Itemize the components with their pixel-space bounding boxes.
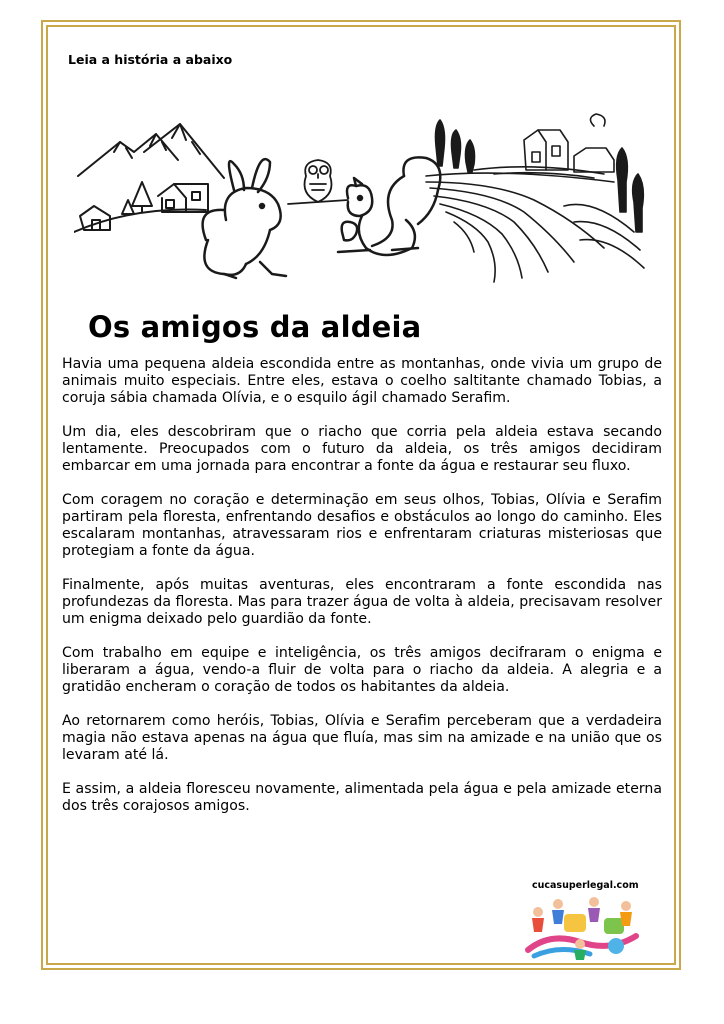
story-paragraph: Com trabalho em equipe e inteligência, os três amigos decifraram o enigma e liberaram a água, vendo-a fluir de volta para o riacho da aldeia. A alegria e a gratidão encheram o coração de todos os habitantes da aldeia. xyxy=(62,645,662,695)
children-playing-icon xyxy=(520,892,642,962)
mountains-village-icon xyxy=(74,124,224,232)
story-paragraph: E assim, a aldeia floresceu novamente, alimentada pela água e pela amizade eterna dos três corajosos amigos. xyxy=(62,781,662,814)
story-paragraph: Ao retornarem como heróis, Tobias, Olívia e Serafim perceberam que a verdadeira magia não estava apenas na água que fluía, mas sim na amizade e na união que os levaram até lá. xyxy=(62,713,662,763)
instruction-label: Leia a história a abaixo xyxy=(68,52,233,67)
rabbit-icon xyxy=(203,159,286,278)
source-credit: cucasuperlegal.com xyxy=(532,880,639,891)
story-body xyxy=(62,356,662,832)
story-paragraph: Um dia, eles descobriram que o riacho que corria pela aldeia estava secando lentamente. Preocupados com o futuro da aldeia, os três amigos decidiram embarcar em uma jornada para encontrar a fonte da água e restaurar seu fluxo. xyxy=(62,424,662,474)
story-paragraph: Finalmente, após muitas aventuras, eles encontraram a fonte escondida nas profundezas da floresta. Mas para trazer água de volta à aldeia, precisavam resolver um enigma deixado pelo guardião da fonte. xyxy=(62,577,662,627)
story-illustration xyxy=(74,112,650,294)
owl-icon xyxy=(288,160,348,204)
story-title: Os amigos da aldeia xyxy=(88,310,422,344)
squirrel-icon xyxy=(338,157,440,255)
story-paragraph: Havia uma pequena aldeia escondida entre as montanhas, onde vivia um grupo de animais muito especiais. Entre eles, estava o coelho saltitante chamado Tobias, a coruja sábia chamada Olívia, e o esquilo ágil chamado Serafim. xyxy=(62,356,662,406)
countryside-fields-icon xyxy=(426,114,644,282)
story-paragraph: Com coragem no coração e determinação em seus olhos, Tobias, Olívia e Serafim partiram pela floresta, enfrentando desafios e obstáculos ao longo do caminho. Eles escalaram montanhas, atravessaram rios e enfrentaram criaturas misteriosas que protegiam a fonte da água. xyxy=(62,492,662,559)
